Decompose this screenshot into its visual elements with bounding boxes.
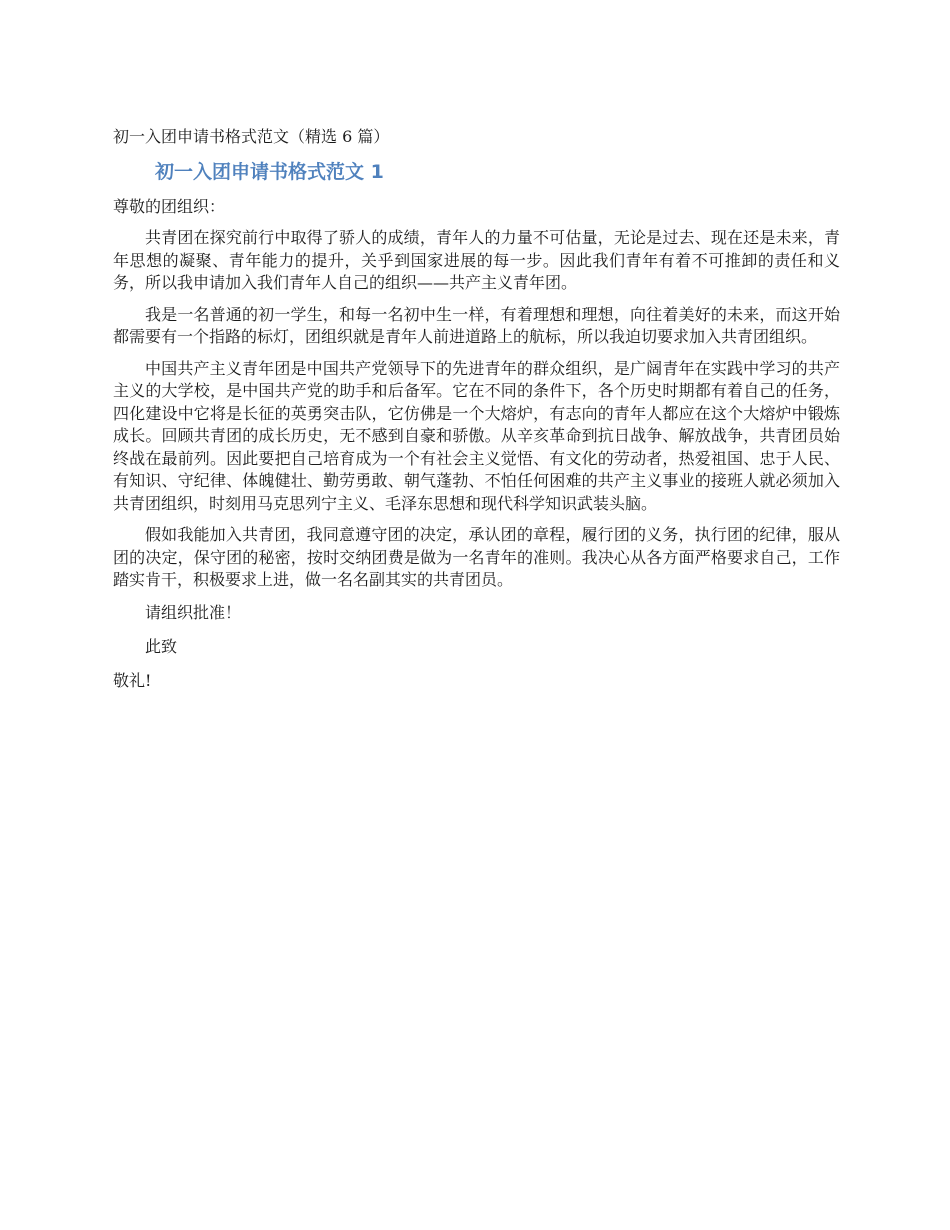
body-paragraph-2: 我是一名普通的初一学生，和每一名初中生一样，有着理想和理想，向往着美好的未来，而这开始都需要有一个指路的标灯，团组织就是青年人前进道路上的航标，所以我迫切要求加入共青团组织。 xyxy=(113,304,840,346)
body-paragraph-3: 中国共产主义青年团是中国共产党领导下的先进青年的群众组织，是广阔青年在实践中学习的共产主义的大学校，是中国共产党的助手和后备军。它在不同的条件下，各个历史时期都有着自己的任务，四化建设中它将是长征的英勇突击队，它仿佛是一个大熔炉，有志向的青年人都应在这个大熔炉中锻炼成长。回顾共青团的成长历史，无不感到自豪和骄傲。从辛亥革命到抗日战争、解放战争，共青团员始终战在最前列。因此要把自己培育成为一个有社会主义觉悟、有文化的劳动者，热爱祖国、忠于人民、有知识、守纪律、体魄健壮、勤劳勇敢、朝气蓬勃、不怕任何困难的共产主义事业的接班人就必须加入共青团组织，时刻用马克思列宁主义、毛泽东思想和现代科学知识武装头脑。 xyxy=(113,358,840,513)
document-page xyxy=(113,125,840,693)
cizhi-line: 此致 xyxy=(145,636,178,656)
request-line: 请组织批准！ xyxy=(145,602,242,622)
body-paragraph-4: 假如我能加入共青团，我同意遵守团的决定，承认团的章程，履行团的义务，执行团的纪律，服从团的决定，保守团的秘密，按时交纳团费是做为一名青年的准则。我决心从各方面严格要求自己，工作踏实肯干，积极要求上进，做一名名副其实的共青团员。 xyxy=(113,525,840,589)
body-paragraph-1: 共青团在探究前行中取得了骄人的成绩，青年人的力量不可估量，无论是过去、现在还是未来，青年思想的凝聚、青年能力的提升，关乎到国家进展的每一步。因此我们青年有着不可推卸的责任和义务，所以我申请加入我们青年人自己的组织——共产主义青年团。 xyxy=(113,228,840,292)
salutation: 尊敬的团组织： xyxy=(113,197,226,216)
section-heading: 初一入团申请书格式范文 1 xyxy=(155,161,384,183)
document-title: 初一入团申请书格式范文（精选 6 篇） xyxy=(113,127,390,146)
jingli-line: 敬礼! xyxy=(113,670,152,690)
